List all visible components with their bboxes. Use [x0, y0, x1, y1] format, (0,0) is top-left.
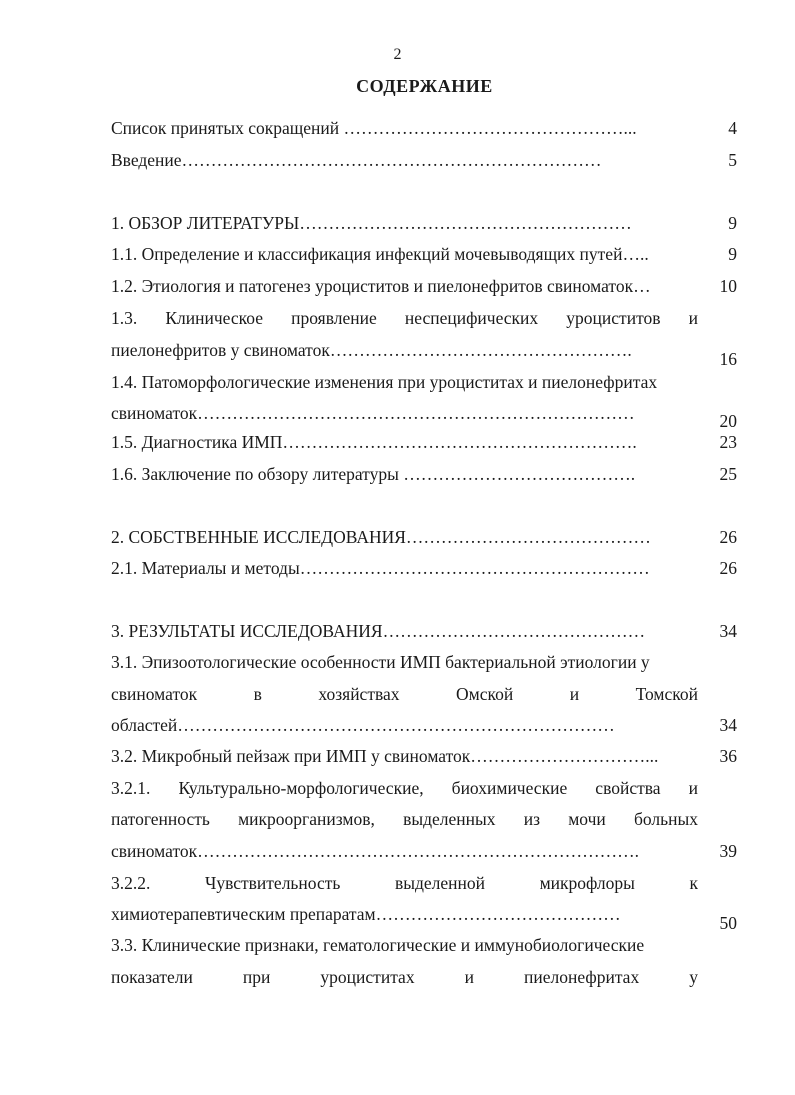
page-number: 2: [393, 46, 402, 63]
toc-line: патогенность микроорганизмов, выделенных из мочи больных: [111, 809, 698, 829]
toc-line: 1.4. Патоморфологические изменения при уроциститах и пиелонефритах: [111, 372, 658, 392]
toc-line: 3.3. Клинические признаки, гематологические и иммунобиологические: [111, 935, 645, 955]
toc-line: 2.1. Материалы и методы……………………………………………………: [111, 558, 650, 578]
toc-page: 34: [719, 621, 737, 641]
toc-page: 16: [719, 349, 737, 369]
toc-line: 3.2.1. Культурально-морфологические, биохимические свойства и: [111, 778, 698, 798]
toc-line: свиноматок в хозяйствах Омской и Томской: [111, 684, 698, 704]
toc-line: свиноматок………………………………………………………………….: [111, 841, 639, 861]
toc-line: 3.2. Микробный пейзаж при ИМП у свиноматок…………………………...: [111, 746, 659, 766]
toc-line: показатели при уроциститах и пиелонефритах у: [111, 967, 698, 987]
toc-page: 25: [719, 464, 737, 484]
toc-page: 9: [728, 213, 737, 233]
toc-line: 1. ОБЗОР ЛИТЕРАТУРЫ…………………………………………………: [111, 213, 632, 233]
toc-line: Введение………………………………………………………………: [111, 150, 602, 170]
toc-line: Список принятых сокращений …………………………………………...: [111, 118, 637, 138]
toc-page: 50: [719, 913, 737, 933]
toc-page: 4: [728, 118, 737, 138]
toc-line: 1.5. Диагностика ИМП…………………………………………………….: [111, 432, 637, 452]
toc-line: 3. РЕЗУЛЬТАТЫ ИССЛЕДОВАНИЯ………………………………………: [111, 621, 646, 641]
toc-line: областей…………………………………………………………………: [111, 715, 615, 735]
toc-page: 39: [719, 841, 737, 861]
toc-line: 1.1. Определение и классификация инфекций мочевыводящих путей…..: [111, 244, 649, 264]
toc-page: 9: [728, 244, 737, 264]
toc-line: 2. СОБСТВЕННЫЕ ИССЛЕДОВАНИЯ……………………………………: [111, 527, 651, 547]
toc-line: пиелонефритов у свиноматок…………………………………………….: [111, 340, 632, 360]
toc-line: 1.3. Клиническое проявление неспецифических уроциститов и: [111, 308, 698, 328]
toc-page: 5: [728, 150, 737, 170]
toc-page: 23: [719, 432, 737, 452]
toc-page: 26: [719, 527, 737, 547]
toc-line: химиотерапевтическим препаратам……………………………………: [111, 904, 621, 924]
toc-line: 3.1. Эпизоотологические особенности ИМП бактериальной этиологии у: [111, 652, 650, 672]
toc-page: 36: [719, 746, 737, 766]
toc-line: 1.6. Заключение по обзору литературы ………………………………….: [111, 464, 636, 484]
toc-line: 1.2. Этиология и патогенез уроциститов и пиелонефритов свиноматок…: [111, 276, 651, 296]
toc-page: 34: [719, 715, 737, 735]
toc-line: свиноматок…………………………………………………………………: [111, 403, 635, 423]
toc-line: 3.2.2. Чувствительность выделенной микрофлоры к: [111, 873, 698, 893]
page-title: СОДЕРЖАНИЕ: [356, 76, 493, 96]
toc-page: 20: [719, 411, 737, 431]
toc-page: 26: [719, 558, 737, 578]
toc-page: 10: [719, 276, 737, 296]
